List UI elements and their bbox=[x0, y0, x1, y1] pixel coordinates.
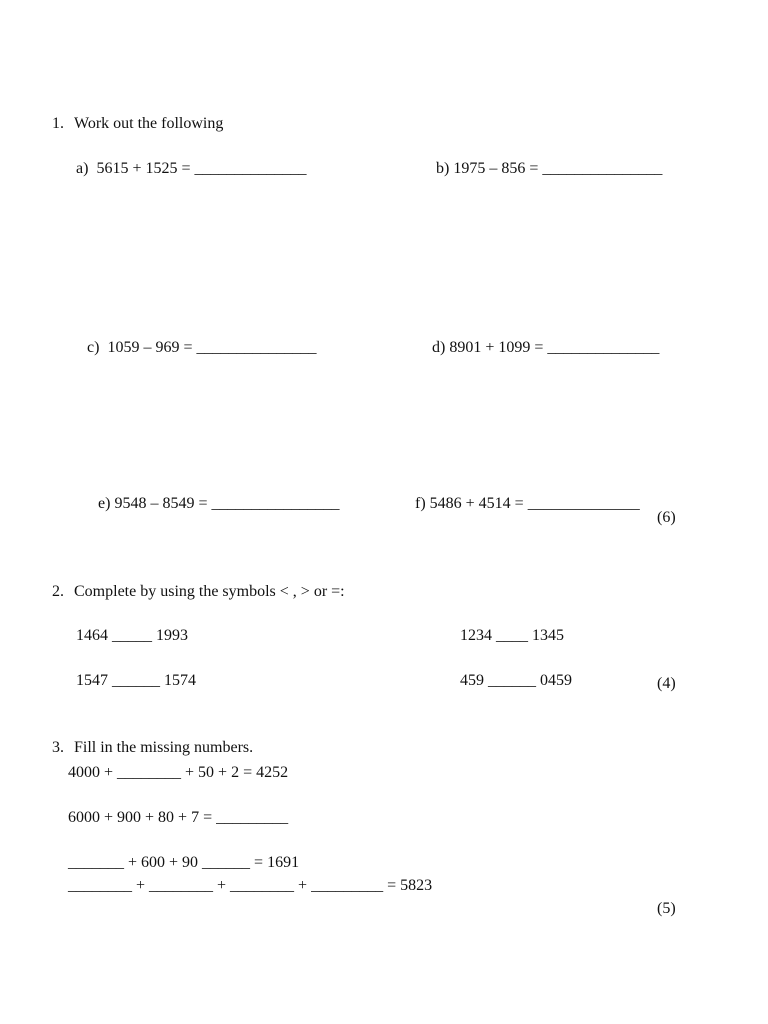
q1-item-b bbox=[428, 139, 662, 179]
q2-item-4 bbox=[452, 651, 572, 691]
q3-marks: (5) bbox=[657, 900, 676, 917]
q2-number: 2. bbox=[52, 583, 64, 600]
q2-item-2-left: 1234 bbox=[460, 627, 492, 644]
q2-item-1-left: 1464 bbox=[76, 627, 108, 644]
q2-item-2 bbox=[452, 606, 564, 646]
q3-line-3[interactable]: _______ + 600 + 90 ______ = 1691 bbox=[68, 854, 300, 871]
q1-item-e-blank[interactable]: ________________ bbox=[211, 495, 340, 512]
q1-item-a bbox=[68, 139, 306, 179]
q1-item-d bbox=[424, 318, 659, 358]
q3-title: Fill in the missing numbers. bbox=[74, 739, 254, 756]
q2-item-4-left: 459 bbox=[460, 672, 484, 689]
q1-item-e-label: e) bbox=[98, 495, 111, 512]
q1-item-b-expr: 1975 – 856 = bbox=[453, 160, 539, 177]
q3-line-4[interactable]: ________ + ________ + ________ + _________ = 5823 bbox=[68, 877, 433, 894]
q2-marks: (4) bbox=[657, 675, 676, 692]
q1-item-a-blank[interactable]: ______________ bbox=[194, 160, 307, 177]
q2-heading bbox=[44, 562, 345, 602]
q2-item-1-blank[interactable]: _____ bbox=[112, 627, 152, 644]
q1-item-b-blank[interactable]: _______________ bbox=[542, 160, 663, 177]
q3-line-1[interactable]: 4000 + ________ + 50 + 2 = 4252 bbox=[68, 764, 289, 781]
q1-title: Work out the following bbox=[74, 115, 224, 132]
q2-item-1-right: 1993 bbox=[156, 627, 188, 644]
q1-item-c-label: c) bbox=[87, 339, 100, 356]
q1-item-b-label: b) bbox=[436, 160, 450, 177]
q2-item-3-left: 1547 bbox=[76, 672, 108, 689]
q2-item-3-right: 1574 bbox=[164, 672, 196, 689]
q1-number: 1. bbox=[52, 115, 64, 132]
q2-title: Complete by using the symbols < , > or =: bbox=[74, 583, 345, 600]
q1-marks: (6) bbox=[657, 509, 676, 526]
q1-item-f-label: f) bbox=[415, 495, 426, 512]
q3-number: 3. bbox=[52, 739, 64, 756]
q2-item-4-blank[interactable]: ______ bbox=[488, 672, 536, 689]
q1-item-e bbox=[90, 474, 339, 514]
q1-item-c-blank[interactable]: _______________ bbox=[196, 339, 317, 356]
q1-item-a-expr: 5615 + 1525 = bbox=[96, 160, 191, 177]
q3-heading bbox=[44, 718, 253, 758]
q1-item-c-expr: 1059 – 969 = bbox=[107, 339, 193, 356]
q1-item-e-expr: 9548 – 8549 = bbox=[114, 495, 208, 512]
q2-item-2-right: 1345 bbox=[532, 627, 564, 644]
q1-item-c bbox=[79, 318, 316, 358]
q2-item-3-blank[interactable]: ______ bbox=[112, 672, 160, 689]
q2-item-3 bbox=[68, 651, 196, 691]
q1-item-d-blank[interactable]: ______________ bbox=[547, 339, 660, 356]
q1-item-d-expr: 8901 + 1099 = bbox=[449, 339, 544, 356]
q2-item-2-blank[interactable]: ____ bbox=[496, 627, 528, 644]
q1-item-f-expr: 5486 + 4514 = bbox=[429, 495, 524, 512]
q1-item-d-label: d) bbox=[432, 339, 446, 356]
q1-item-a-label: a) bbox=[76, 160, 89, 177]
q3-line-2[interactable]: 6000 + 900 + 80 + 7 = _________ bbox=[68, 809, 289, 826]
q1-item-f bbox=[407, 474, 640, 514]
q2-item-4-right: 0459 bbox=[540, 672, 572, 689]
q2-item-1 bbox=[68, 606, 188, 646]
q1-heading bbox=[44, 94, 223, 134]
q1-item-f-blank[interactable]: ______________ bbox=[527, 495, 640, 512]
